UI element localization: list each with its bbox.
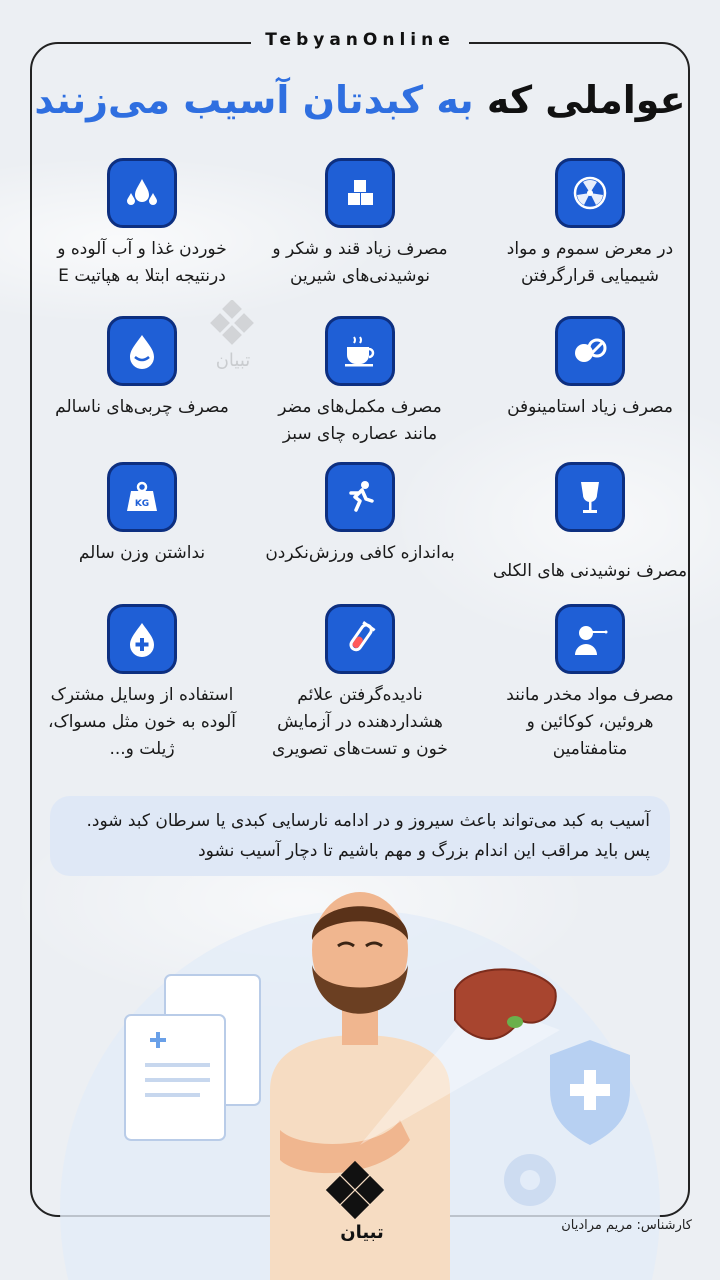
factor-item <box>260 158 460 290</box>
factor-label: استفاده از وسایل مشترک آلوده به خون مثل مسواک، ژیلت و... <box>48 685 236 759</box>
factor-label: مصرف زیاد استامینوفن <box>507 397 673 417</box>
page-title <box>0 78 720 122</box>
factor-item <box>42 604 242 763</box>
factor-label: مصرف نوشیدنی های الکلی <box>492 561 688 581</box>
factor-item <box>260 462 460 567</box>
sugar-cubes-icon <box>325 158 395 228</box>
brand-header <box>0 30 720 50</box>
factor-label: نادیده‌گرفتن علائم هشداردهنده در آزمایش خون و تست‌های تصویری <box>272 685 448 759</box>
factor-item <box>42 316 242 421</box>
factor-item <box>260 604 460 763</box>
test-tube-icon <box>325 604 395 674</box>
wine-glass-icon <box>555 462 625 532</box>
title-main: عواملی که <box>486 78 686 122</box>
factor-item <box>490 158 690 290</box>
drug-user-icon <box>555 604 625 674</box>
factor-item <box>42 462 242 567</box>
factor-label: مصرف مواد مخدر مانند هروئین، کوکائین و متامفتامین <box>506 685 674 759</box>
factor-label: مصرف مکمل‌های مضر مانند عصاره چای سبز <box>278 397 442 444</box>
factor-label: خوردن غذا و آب آلوده و درنتیجه ابتلا به هپاتیت E <box>57 239 227 286</box>
factor-item <box>490 604 690 763</box>
weight-icon <box>107 462 177 532</box>
watermark-text: تبیان <box>215 350 251 371</box>
factor-item <box>260 316 460 448</box>
running-icon <box>325 462 395 532</box>
radiation-icon <box>555 158 625 228</box>
water-drops-icon <box>107 158 177 228</box>
pills-icon <box>555 316 625 386</box>
factor-label: نداشتن وزن سالم <box>78 543 206 563</box>
factor-item <box>490 316 690 421</box>
title-accent: به کبدتان آسیب می‌زنند <box>34 78 474 122</box>
factor-label: مصرف زیاد قند و شکر و نوشیدنی‌های شیرین <box>272 239 448 286</box>
factor-label: مصرف چربی‌های ناسالم <box>55 397 229 417</box>
factor-item <box>42 158 242 290</box>
logo-text: تبیان <box>340 1222 384 1243</box>
brand-name: TebyanOnline <box>251 30 469 50</box>
oil-drop-icon <box>107 316 177 386</box>
blood-drop-plus-icon <box>107 604 177 674</box>
gear-icon <box>504 1154 556 1206</box>
factor-label: در معرض سموم و مواد شیمیایی قرارگرفتن <box>506 239 674 286</box>
factor-item <box>490 462 690 585</box>
note-text: آسیب به کبد می‌تواند باعث سیروز و در ادامه نارسایی کبدی یا سرطان کبد شود. پس باید مراقب این اندام بزرگ و مهم باشیم تا دچار آسیب نشود <box>86 811 650 861</box>
author-credit: کارشناس: مریم مرادیان <box>561 1218 692 1233</box>
factor-label: به‌اندازه کافی ورزش‌نکردن <box>265 543 455 563</box>
warning-note <box>50 796 670 876</box>
weight-label: KG <box>134 499 150 509</box>
tea-cup-icon <box>325 316 395 386</box>
